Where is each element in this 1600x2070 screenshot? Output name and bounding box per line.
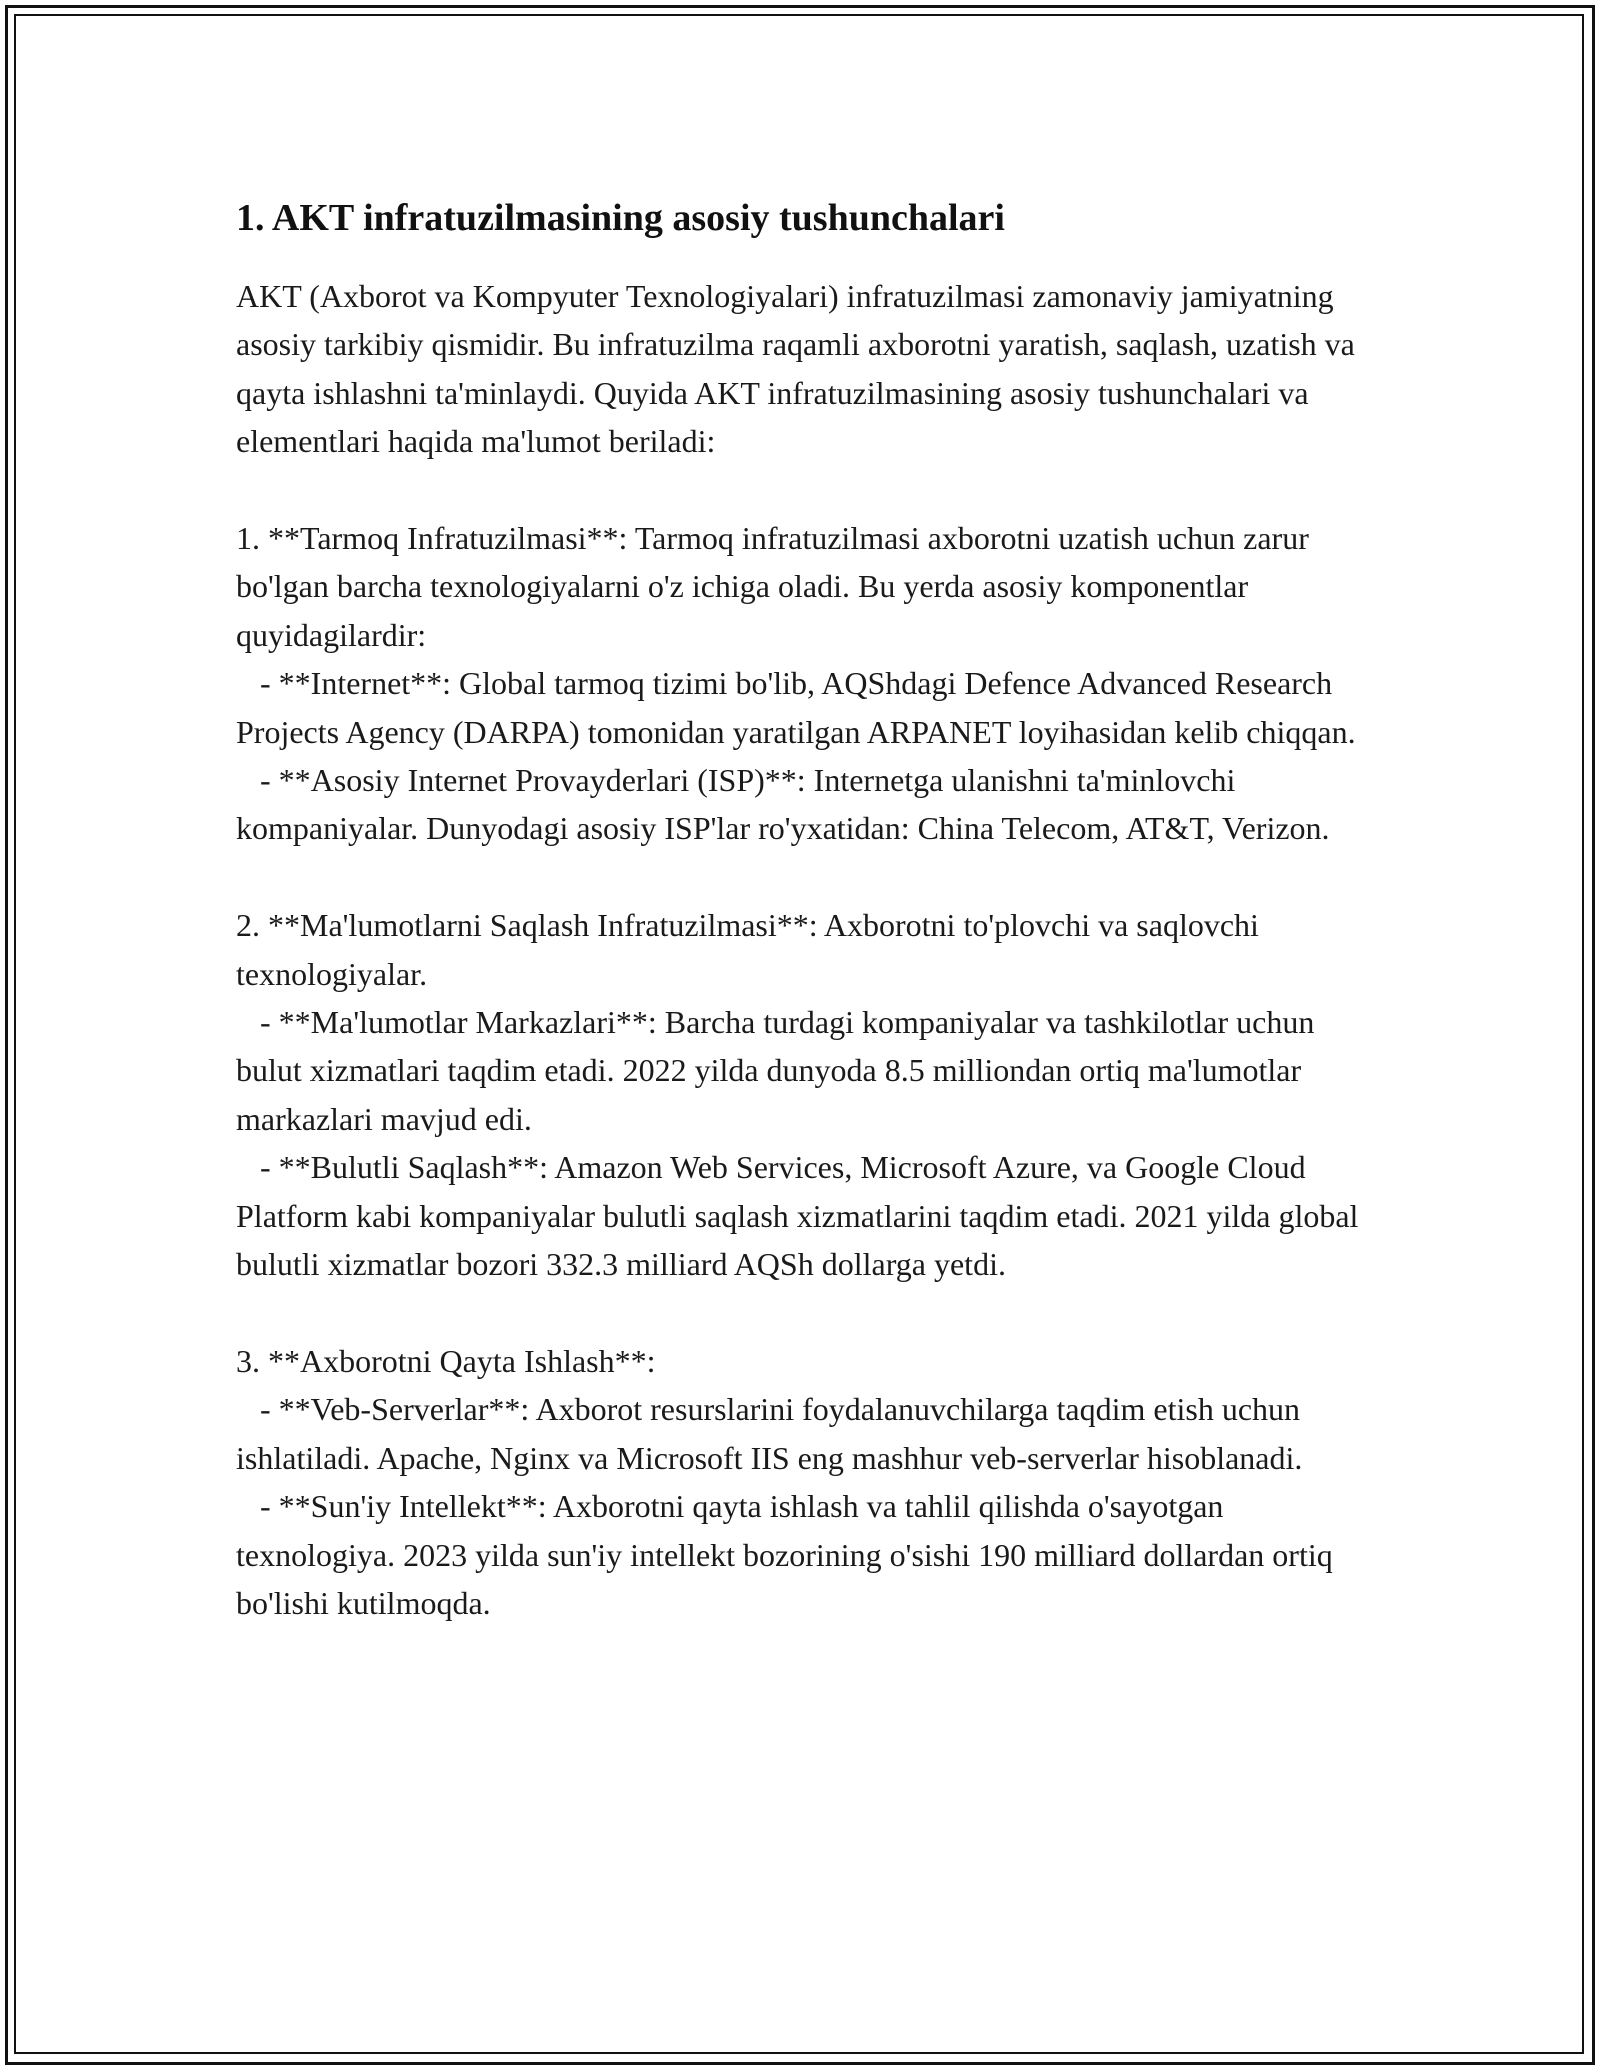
- intro-paragraph: AKT (Axborot va Kompyuter Texnologiyalari) infratuzilmasi zamonaviy jamiyatning asosiy tarkibiy qismidir. Bu infratuzilma raqamli axborotni yaratish, saqlash, uzatish va qayta ishlashni ta'minlaydi. Quyida AKT infratuzilmasining asosiy tushunchalari va elementlari haqida ma'lumot beriladi:: [236, 278, 1363, 460]
- section-2-heading: 2. **Ma'lumotlarni Saqlash Infratuzilmasi**: Axborotni to'plovchi va saqlovchi texnologiyalar.: [236, 907, 1267, 992]
- paragraph-spacer: [236, 1289, 1376, 1337]
- section-2-item-cloud-storage: - **Bulutli Saqlash**: Amazon Web Services, Microsoft Azure, va Google Cloud Platform kabi kompaniyalar bulutli saqlash xizmatlarini taqdim etadi. 2021 yilda global bulutli xizmatlar bozori 332.3 milliard AQSh dollarga yetdi.: [236, 1149, 1367, 1283]
- section-3-item-web-servers: - **Veb-Serverlar**: Axborot resurslarini foydalanuvchilarga taqdim etish uchun ishlatiladi. Apache, Nginx va Microsoft IIS eng mashhur veb-serverlar hisoblanadi.: [236, 1391, 1309, 1476]
- section-1-item-internet: - **Internet**: Global tarmoq tizimi bo'lib, AQShdagi Defence Advanced Research Projects Agency (DARPA) tomonidan yaratilgan ARPANET loyihasidan kelib chiqqan.: [236, 665, 1356, 750]
- section-2-item-data-centers: - **Ma'lumotlar Markazlari**: Barcha turdagi kompaniyalar va tashkilotlar uchun bulut xizmatlari taqdim etadi. 2022 yilda dunyoda 8.5 milliondan ortiq ma'lumotlar markazlari mavjud edi.: [236, 1004, 1323, 1137]
- section-3-heading: 3. **Axborotni Qayta Ishlash**:: [236, 1342, 656, 1379]
- section-1-heading: 1. **Tarmoq Infratuzilmasi**: Tarmoq infratuzilmasi axborotni uzatish uchun zarur bo'lgan barcha texnologiyalarni o'z ichiga oladi. Bu yerda asosiy komponentlar quyidagilardir:: [236, 520, 1317, 653]
- section-1-item-isp: - **Asosiy Internet Provayderlari (ISP)**: Internetga ulanishni ta'minlovchi kompaniyalar. Dunyodagi asosiy ISP'lar ro'yxatidan: China Telecom, AT&T, Verizon.: [236, 762, 1330, 847]
- section-3-item-ai: - **Sun'iy Intellekt**: Axborotni qayta ishlash va tahlil qilishda o'sayotgan texnologiya. 2023 yilda sun'iy intellekt bozorining o'sishi 190 milliard dollardan ortiq bo'lishi kutilmoqda.: [236, 1488, 1341, 1621]
- paragraph-spacer: [236, 466, 1376, 514]
- page-title: 1. AKT infratuzilmasining asosiy tushunchalari: [236, 197, 1005, 239]
- document-body: [236, 180, 1376, 1627]
- paragraph-spacer: [236, 853, 1376, 901]
